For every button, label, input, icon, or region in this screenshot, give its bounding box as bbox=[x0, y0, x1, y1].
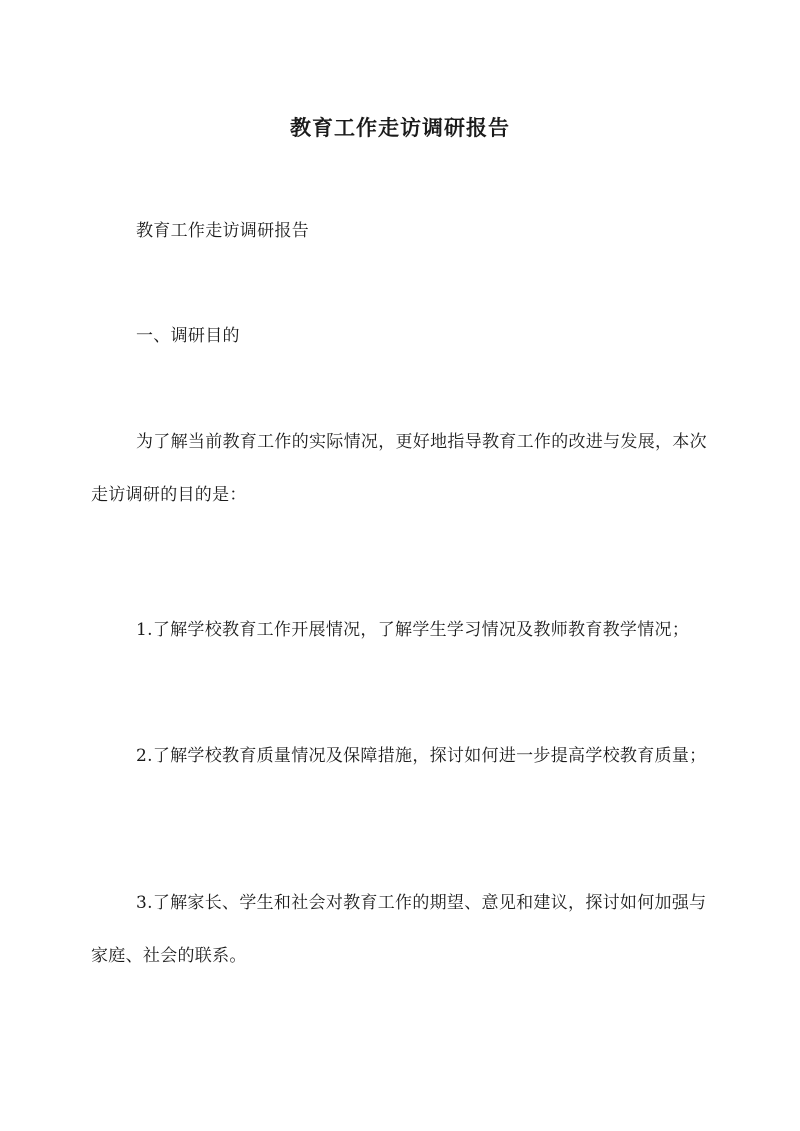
document-title: 教育工作走访调研报告 bbox=[290, 115, 510, 141]
list-item-1: 1.了解学校教育工作开展情况，了解学生学习情况及教师教育教学情况； bbox=[136, 620, 690, 640]
list-item-2: 2.了解学校教育质量情况及保障措施，探讨如何进一步提高学校教育质量； bbox=[136, 746, 707, 766]
section-heading-purpose: 一、调研目的 bbox=[136, 326, 240, 346]
paragraph-subtitle: 教育工作走访调研报告 bbox=[136, 221, 309, 241]
paragraph-intro: 为了解当前教育工作的实际情况，更好地指导教育工作的改进与发展，本次走访调研的目的是： bbox=[91, 432, 707, 505]
list-item-3: 3.了解家长、学生和社会对教育工作的期望、意见和建议，探讨如何加强与家庭、社会的联系。 bbox=[91, 893, 707, 966]
